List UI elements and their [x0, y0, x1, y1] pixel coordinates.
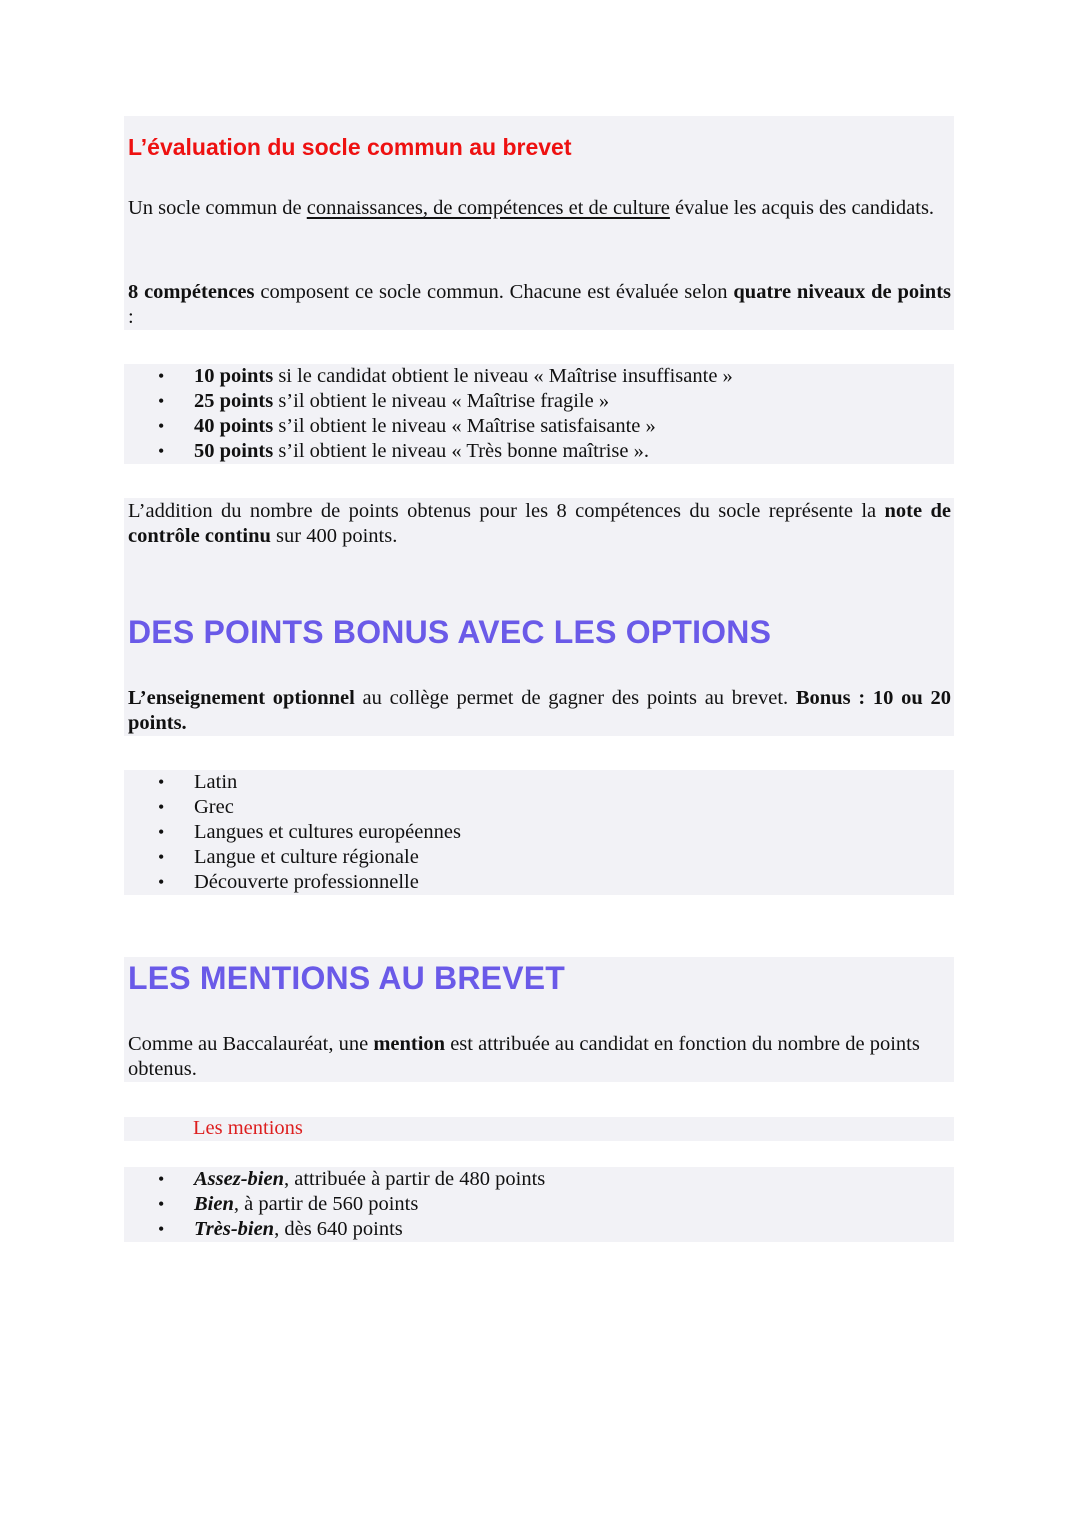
- mentions-text-end: est attribuée au candidat en fonction du nombre de points obtenus.: [128, 1033, 920, 1080]
- list-item: [128, 1167, 545, 1192]
- mention-name: Bien: [194, 1193, 234, 1215]
- level-text: s’il obtient le niveau « Maîtrise fragile »: [273, 390, 610, 412]
- mentions-bold: mention: [373, 1033, 446, 1055]
- competences-levels: quatre niveaux de points: [733, 281, 951, 303]
- competences-count: 8 compétences: [128, 281, 255, 303]
- options-bonus: Bonus : 10 ou 20 points.: [128, 687, 951, 734]
- list-item: • Découverte professionnelle: [128, 870, 461, 895]
- list-item: • Langue et culture régionale: [128, 845, 461, 870]
- levels-list: [128, 364, 733, 464]
- mentions-paragraph: [128, 1032, 928, 1082]
- level-text: si le candidat obtient le niveau « Maîtrise insuffisante »: [273, 365, 733, 387]
- options-text: au collège permet de gagner des points au brevet.: [354, 687, 796, 709]
- mention-text: , attribuée à partir de 480 points: [283, 1168, 546, 1190]
- level-points: 10 points: [194, 365, 274, 387]
- list-item: • Langues et cultures européennes: [128, 820, 461, 845]
- list-item: [128, 389, 733, 414]
- mention-name: Assez-bien: [194, 1168, 284, 1190]
- list-item: [128, 1217, 545, 1242]
- addition-text-end: sur 400 points.: [270, 525, 398, 547]
- options-paragraph: [128, 686, 951, 736]
- level-points: 40 points: [194, 415, 274, 437]
- addition-text: L’addition du nombre de points obtenus pour les 8 compétences du socle représente la: [128, 500, 885, 522]
- section-title-socle: L’évaluation du socle commun au brevet: [128, 134, 572, 160]
- list-item: [128, 364, 733, 389]
- mention-name: Très-bien: [194, 1218, 275, 1240]
- intro-paragraph: [128, 196, 951, 221]
- level-text: s’il obtient le niveau « Très bonne maîtrise ».: [273, 440, 649, 462]
- mentions-text: Comme au Baccalauréat, une: [128, 1033, 374, 1055]
- intro-text-end: évalue les acquis des candidats.: [669, 197, 935, 219]
- intro-text: Un socle commun de: [128, 197, 307, 219]
- intro-underlined-text: connaissances, de compétences et de culture: [306, 197, 670, 219]
- mention-text: , à partir de 560 points: [233, 1193, 419, 1215]
- section-title-options: DES POINTS BONUS AVEC LES OPTIONS: [128, 614, 772, 650]
- addition-bold: note de contrôle continu: [128, 500, 951, 547]
- competences-text: composent ce socle commun. Chacune est évaluée selon: [254, 281, 734, 303]
- mentions-list: [128, 1167, 545, 1242]
- competences-end: :: [128, 306, 134, 328]
- list-item: [128, 1192, 545, 1217]
- options-bold: L’enseignement optionnel: [128, 687, 355, 709]
- level-points: 25 points: [194, 390, 274, 412]
- mentions-subtitle: Les mentions: [193, 1117, 303, 1139]
- list-item: [128, 414, 733, 439]
- level-text: s’il obtient le niveau « Maîtrise satisfaisante »: [273, 415, 656, 437]
- section-title-mentions: LES MENTIONS AU BREVET: [128, 960, 566, 996]
- competences-paragraph: [128, 280, 951, 330]
- list-item: • Grec: [128, 795, 461, 820]
- list-item: • Latin: [128, 770, 461, 795]
- addition-paragraph: [128, 499, 951, 549]
- list-item: [128, 439, 733, 464]
- mention-text: , dès 640 points: [274, 1218, 403, 1240]
- level-points: 50 points: [194, 440, 274, 462]
- options-list: [128, 770, 461, 895]
